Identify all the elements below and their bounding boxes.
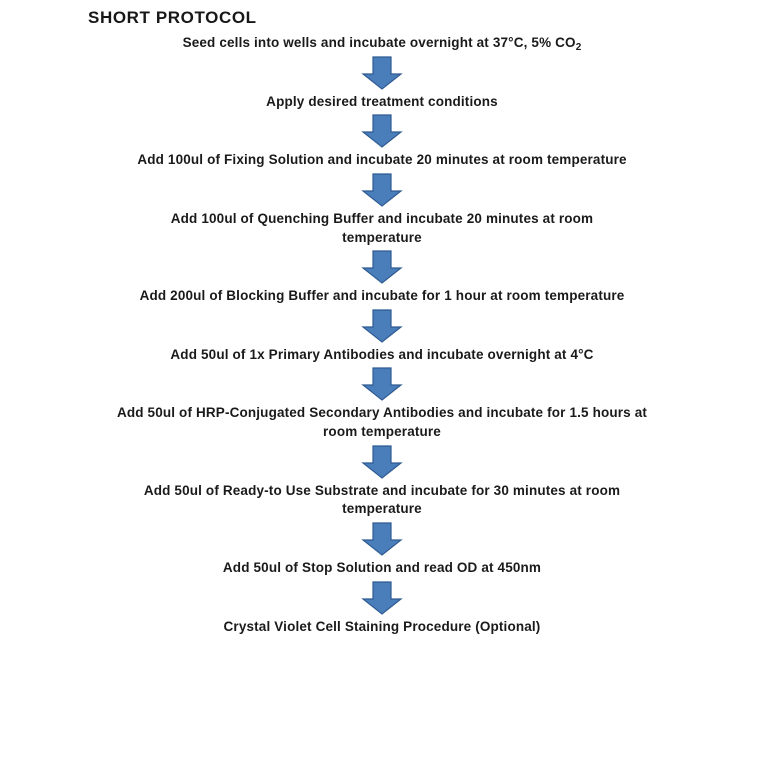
flow-step-text: Apply desired treatment conditions: [266, 93, 498, 109]
flow-arrow: [360, 519, 404, 559]
flow-step: [223, 559, 541, 578]
flow-step-text: Add 50ul of HRP-Conjugated Secondary Antibodies and incubate for 1.5 hours at room temperature: [116, 405, 648, 439]
down-arrow-icon: [360, 580, 404, 616]
down-arrow-icon: [360, 55, 404, 91]
flow-step-text: Add 100ul of Quenching Buffer and incubate 20 minutes at room temperature: [170, 210, 594, 245]
flow-arrow: [360, 247, 404, 287]
flow-step-text: Add 50ul of 1x Primary Antibodies and incubate overnight at 4°C: [170, 346, 594, 362]
flow-arrow: [360, 170, 404, 210]
flow-step: [110, 482, 655, 519]
flow-step-text: Add 200ul of Blocking Buffer and incubate for 1 hour at room temperature: [139, 288, 625, 304]
flow-step: [112, 404, 652, 441]
down-arrow-icon: [360, 308, 404, 344]
flow-step: [140, 287, 625, 306]
flow-arrow: [360, 442, 404, 482]
flow-step: [266, 93, 498, 112]
flow-step: [170, 346, 593, 365]
flow-step-subscript: 2: [575, 42, 582, 53]
down-arrow-icon: [360, 444, 404, 480]
page-title: SHORT PROTOCOL: [88, 8, 257, 27]
down-arrow-icon: [360, 249, 404, 285]
flow-step: [183, 34, 582, 53]
flow-step: [137, 151, 626, 170]
flow-step-text: Crystal Violet Cell Staining Procedure (Optional): [223, 618, 541, 634]
flowchart: [30, 34, 734, 636]
flow-step-text: Seed cells into wells and incubate overnight at 37°C, 5% CO: [182, 35, 576, 50]
down-arrow-icon: [360, 521, 404, 557]
flow-arrow: [360, 364, 404, 404]
flow-arrow: [360, 578, 404, 618]
flow-step-text: Add 50ul of Stop Solution and read OD at 450nm: [222, 559, 542, 575]
flow-arrow: [360, 111, 404, 151]
flow-step: [224, 618, 541, 637]
flow-arrow: [360, 306, 404, 346]
down-arrow-icon: [360, 113, 404, 149]
flow-step: [132, 210, 632, 247]
down-arrow-icon: [360, 172, 404, 208]
flow-arrow: [360, 53, 404, 93]
flow-step-text: Add 100ul of Fixing Solution and incubate 20 minutes at room temperature: [137, 152, 627, 168]
down-arrow-icon: [360, 366, 404, 402]
flow-step-text: Add 50ul of Ready-to Use Substrate and incubate for 30 minutes at room temperature: [143, 482, 621, 517]
